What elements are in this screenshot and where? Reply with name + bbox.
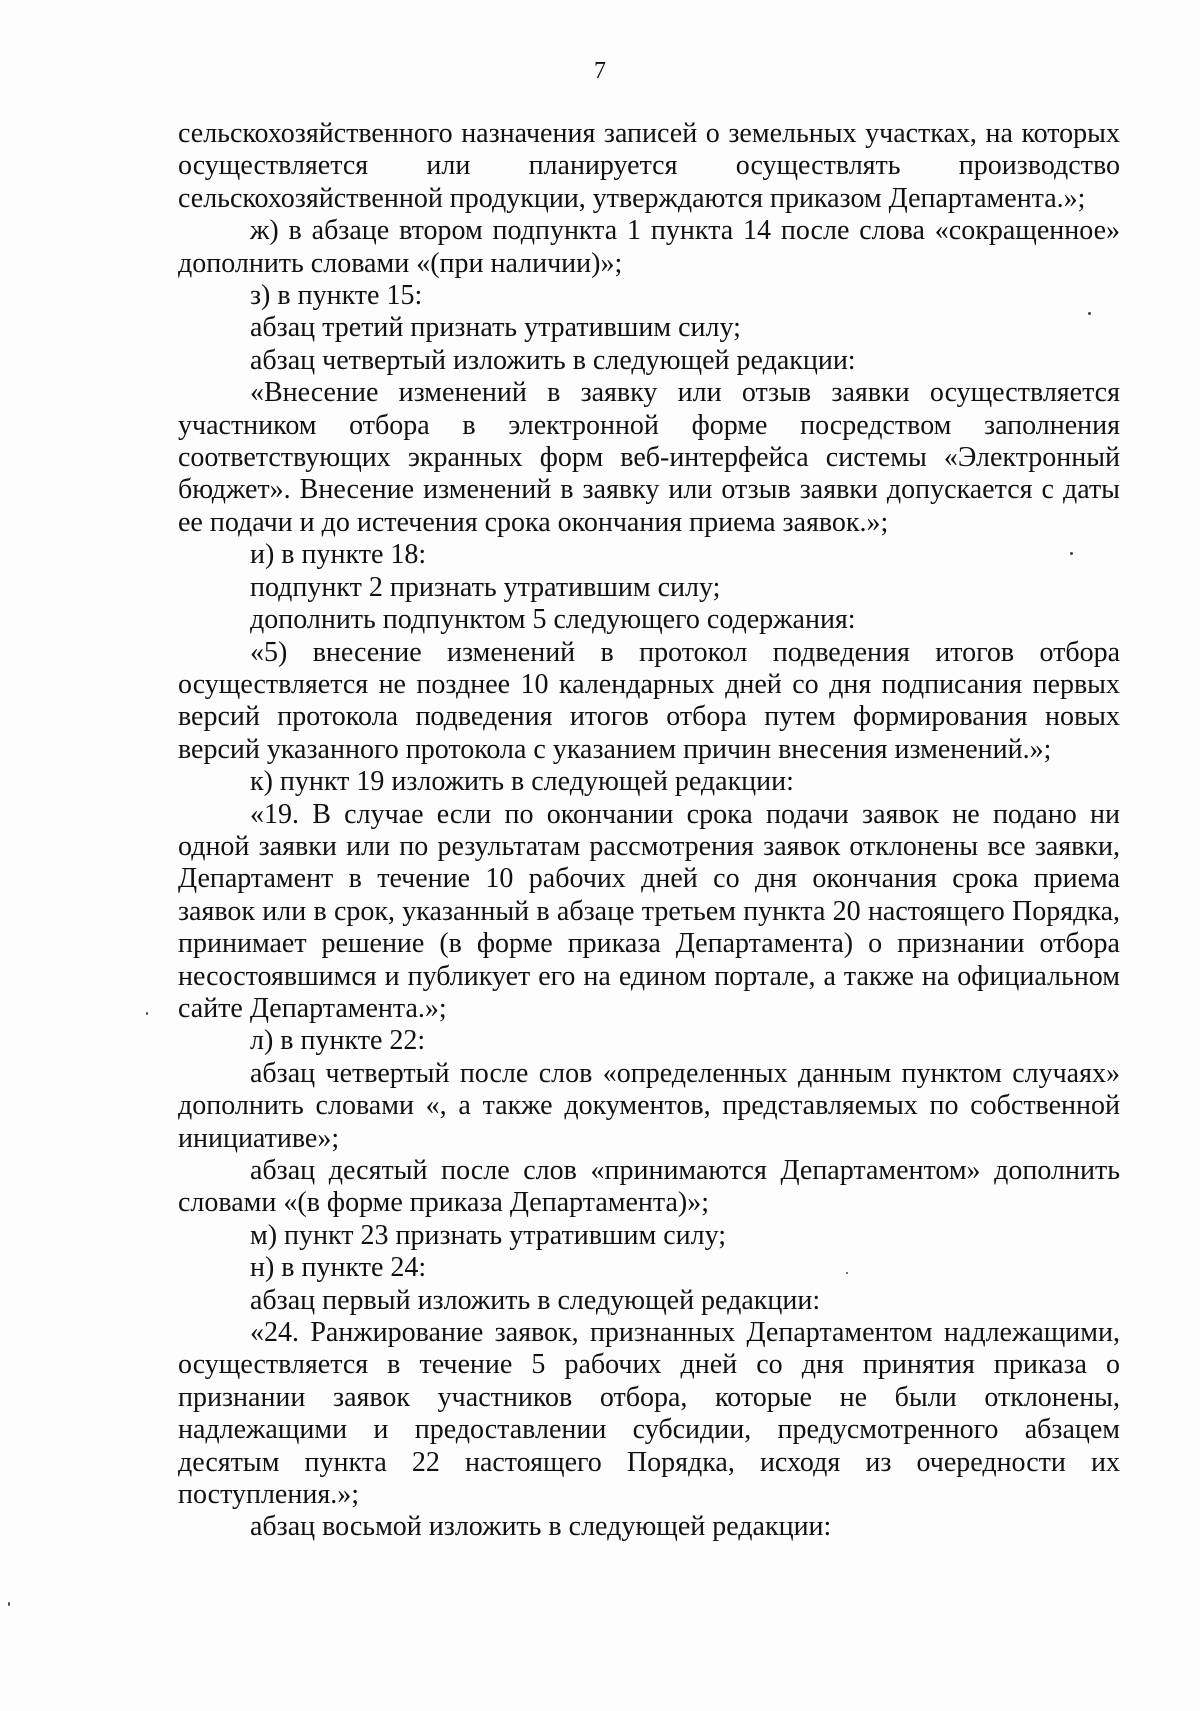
paragraph: абзац восьмой изложить в следующей редакции: — [250, 1511, 832, 1543]
document-body — [178, 118, 1120, 1544]
paragraph: подпункт 2 признать утратившим силу; — [250, 571, 721, 603]
paragraph-item-z: з) в пункте 15: — [250, 280, 423, 312]
scan-speck — [1070, 552, 1073, 555]
paragraph: абзац четвертый изложить в следующей редакции: — [250, 344, 856, 376]
paragraph-item-m: м) пункт 23 признать утратившим силу; — [250, 1219, 726, 1251]
paragraph-quote: «5) внесение изменений в протокол подведения итогов отбора осуществляется не позднее 10 календарных дней со дня подписания первых версий протокола подведения итогов отбора путем формирования новых версий указанного протокола с указанием причин внесения изменений.»; — [178, 636, 1120, 765]
paragraph-item-l: л) в пункте 22: — [250, 1025, 426, 1057]
scan-speck — [1088, 312, 1091, 315]
paragraph-item-zh: ж) в абзаце втором подпункта 1 пункта 14 после слова «сокращенное» дополнить словами «(при наличии)»; — [178, 215, 1120, 279]
paragraph: дополнить подпунктом 5 следующего содержания: — [250, 604, 856, 636]
paragraph: абзац четвертый после слов «определенных данным пунктом случаях» дополнить словами «, а также документов, представляемых по собственной инициативе»; — [178, 1057, 1120, 1154]
scan-speck — [146, 1012, 148, 1015]
paragraph-item-i: и) в пункте 18: — [250, 539, 427, 571]
paragraph-item-n: н) в пункте 24: — [250, 1252, 427, 1284]
page-number: 7 — [594, 58, 606, 84]
paragraph-continuation: сельскохозяйственного назначения записей о земельных участках, на которых осуществляется или планируется осуществлять производство сельскохозяйственной продукции, утверждаются приказом Департамента.»; — [178, 118, 1120, 214]
scan-speck — [8, 1602, 10, 1606]
paragraph: абзац первый изложить в следующей редакции: — [250, 1284, 821, 1316]
paragraph-quote: «24. Ранжирование заявок, признанных Департаментом надлежащими, осуществляется в течение 5 рабочих дней со дня принятия приказа о признании заявок участников отбора, которые не были отклонены, надлежащими и предоставлении субсидии, предусмотренного абзацем десятым пункта 22 настоящего Порядка, исходя из очередности их поступления.»; — [178, 1317, 1120, 1511]
scan-speck — [846, 1272, 848, 1274]
paragraph: абзац третий признать утратившим силу; — [250, 312, 741, 344]
paragraph-quote: «Внесение изменений в заявку или отзыв заявки осуществляется участником отбора в электронной форме посредством заполнения соответствующих экранных форм веб-интерфейса системы «Электронный бюджет». Внесение изменений в заявку или отзыв заявки допускается с даты ее подачи и до истечения срока окончания приема заявок.»; — [178, 377, 1120, 538]
paragraph-quote: «19. В случае если по окончании срока подачи заявок не подано ни одной заявки или по результатам рассмотрения заявок отклонены все заявки, Департамент в течение 10 рабочих дней со дня окончания срока приема заявок или в срок, указанный в абзаце третьем пункта 20 настоящего Порядка, принимает решение (в форме приказа Департамента) о признании отбора несостоявшимся и публикует его на едином портале, а также на официальном сайте Департамента.»; — [178, 798, 1120, 1024]
paragraph-item-k: к) пункт 19 изложить в следующей редакции: — [250, 766, 794, 798]
paragraph: абзац десятый после слов «принимаются Департаментом» дополнить словами «(в форме приказа Департамента)»; — [178, 1155, 1120, 1219]
